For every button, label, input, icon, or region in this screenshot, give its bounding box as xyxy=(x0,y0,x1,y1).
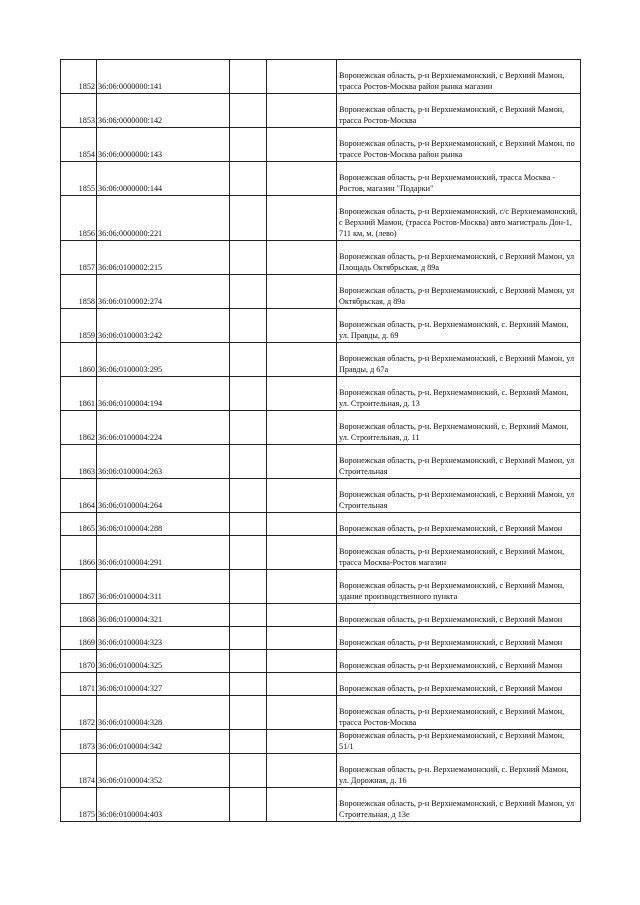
empty-cell xyxy=(267,445,337,479)
table-row xyxy=(61,730,581,754)
empty-cell xyxy=(230,696,267,730)
row-number-cell: 1865 xyxy=(61,513,97,536)
empty-cell xyxy=(267,60,337,94)
empty-cell xyxy=(230,730,267,754)
empty-cell xyxy=(230,343,267,377)
row-number-cell: 1861 xyxy=(61,377,97,411)
row-number-cell: 1854 xyxy=(61,128,97,162)
address-cell: Воронежская область, р-н. Верхнемамонский, с. Верхний Мамон, ул. Строительная, д. 11 xyxy=(337,411,581,445)
land-parcels-table xyxy=(60,59,581,822)
empty-cell xyxy=(230,479,267,513)
table-row xyxy=(61,343,581,377)
address-cell: Воронежская область, р-н Верхнемамонский, с Верхний Мамон, трасса Ростов-Москва xyxy=(337,696,581,730)
empty-cell xyxy=(267,343,337,377)
empty-cell xyxy=(267,730,337,754)
address-cell: Воронежская область, р-н Верхнемамонский, с Верхний Мамон, трасса Москва-Ростов магазин xyxy=(337,536,581,570)
empty-cell xyxy=(267,673,337,696)
cadastral-number-cell: 36:06:0100004:321 xyxy=(97,604,230,627)
empty-cell xyxy=(267,754,337,788)
row-number-cell: 1875 xyxy=(61,788,97,822)
cadastral-number-cell: 36:06:0100002:274 xyxy=(97,275,230,309)
cadastral-number-cell: 36:06:0000000:221 xyxy=(97,196,230,241)
cadastral-number-cell: 36:06:0100004:327 xyxy=(97,673,230,696)
table-body xyxy=(61,60,581,822)
cadastral-number-cell: 36:06:0000000:142 xyxy=(97,94,230,128)
address-cell: Воронежская область, р-н Верхнемамонский, с/с Верхнемамонский, с Верхний Мамон, (трасса Ростов-Москва) авто магистраль Дон-1, 711 км, м. (лево) xyxy=(337,196,581,241)
address-cell: Воронежская область, р-н Верхнемамонский, с Верхний Мамон, ул Строительная xyxy=(337,445,581,479)
address-cell: Воронежская область, р-н Верхнемамонский, с Верхний Мамон, ул Правды, д 67а xyxy=(337,343,581,377)
row-number-cell: 1874 xyxy=(61,754,97,788)
empty-cell xyxy=(230,650,267,673)
cadastral-number-cell: 36:06:0100004:352 xyxy=(97,754,230,788)
address-cell: Воронежская область, р-н Верхнемамонский, с Верхний Мамон xyxy=(337,650,581,673)
address-cell: Воронежская область, р-н Верхнемамонский, с Верхний Мамон xyxy=(337,513,581,536)
table-row xyxy=(61,650,581,673)
address-cell: Воронежская область, р-н Верхнемамонский, с Верхний Мамон, 51/1 xyxy=(337,730,581,754)
empty-cell xyxy=(267,627,337,650)
empty-cell xyxy=(230,162,267,196)
table-row xyxy=(61,604,581,627)
row-number-cell: 1866 xyxy=(61,536,97,570)
row-number-cell: 1872 xyxy=(61,696,97,730)
address-cell: Воронежская область, р-н. Верхнемамонский, с. Верхний Мамон, ул. Строительная, д. 13 xyxy=(337,377,581,411)
empty-cell xyxy=(267,696,337,730)
empty-cell xyxy=(230,94,267,128)
table-row xyxy=(61,94,581,128)
table-row xyxy=(61,128,581,162)
table-row xyxy=(61,275,581,309)
cadastral-number-cell: 36:06:0100004:311 xyxy=(97,570,230,604)
cadastral-number-cell: 36:06:0100004:263 xyxy=(97,445,230,479)
table-row xyxy=(61,241,581,275)
address-cell: Воронежская область, р-н Верхнемамонский, с Верхний Мамон, здание производственного пункта xyxy=(337,570,581,604)
address-cell: Воронежская область, р-н Верхнемамонский, с Верхний Мамон, по трассе Ростов-Москва район рынка xyxy=(337,128,581,162)
empty-cell xyxy=(267,650,337,673)
empty-cell xyxy=(230,788,267,822)
address-cell: Воронежская область, р-н. Верхнемамонский, с. Верхний Мамон, ул. Дорожная, д. 16 xyxy=(337,754,581,788)
cadastral-number-cell: 36:06:0100004:323 xyxy=(97,627,230,650)
row-number-cell: 1857 xyxy=(61,241,97,275)
address-cell: Воронежская область, р-н Верхнемамонский, трасса Москва - Ростов, магазин "Подарки" xyxy=(337,162,581,196)
empty-cell xyxy=(267,196,337,241)
row-number-cell: 1855 xyxy=(61,162,97,196)
cadastral-number-cell: 36:06:0100004:224 xyxy=(97,411,230,445)
empty-cell xyxy=(230,241,267,275)
table-row xyxy=(61,445,581,479)
table-row xyxy=(61,513,581,536)
cadastral-number-cell: 36:06:0100004:291 xyxy=(97,536,230,570)
row-number-cell: 1859 xyxy=(61,309,97,343)
empty-cell xyxy=(230,377,267,411)
address-cell: Воронежская область, р-н Верхнемамонский, с Верхний Мамон xyxy=(337,604,581,627)
cadastral-number-cell: 36:06:0100004:403 xyxy=(97,788,230,822)
row-number-cell: 1870 xyxy=(61,650,97,673)
table-row xyxy=(61,788,581,822)
empty-cell xyxy=(267,241,337,275)
row-number-cell: 1853 xyxy=(61,94,97,128)
empty-cell xyxy=(267,604,337,627)
address-cell: Воронежская область, р-н Верхнемамонский, с Верхний Мамон xyxy=(337,673,581,696)
empty-cell xyxy=(230,513,267,536)
empty-cell xyxy=(267,275,337,309)
row-number-cell: 1856 xyxy=(61,196,97,241)
empty-cell xyxy=(230,128,267,162)
table-row xyxy=(61,377,581,411)
row-number-cell: 1864 xyxy=(61,479,97,513)
cadastral-number-cell: 36:06:0000000:143 xyxy=(97,128,230,162)
empty-cell xyxy=(267,162,337,196)
empty-cell xyxy=(230,411,267,445)
empty-cell xyxy=(230,604,267,627)
cadastral-number-cell: 36:06:0100003:242 xyxy=(97,309,230,343)
address-cell: Воронежская область, р-н Верхнемамонский, с Верхний Мамон, ул Октябрьская, д 89а xyxy=(337,275,581,309)
empty-cell xyxy=(230,309,267,343)
row-number-cell: 1860 xyxy=(61,343,97,377)
table-row xyxy=(61,411,581,445)
table-row xyxy=(61,479,581,513)
empty-cell xyxy=(267,128,337,162)
empty-cell xyxy=(267,570,337,604)
empty-cell xyxy=(267,536,337,570)
empty-cell xyxy=(267,479,337,513)
address-cell: Воронежская область, р-н Верхнемамонский, с Верхний Мамон, трасса Ростов-Москва xyxy=(337,94,581,128)
address-cell: Воронежская область, р-н. Верхнемамонский, с. Верхний Мамон, ул. Правды, д. 69 xyxy=(337,309,581,343)
table-row xyxy=(61,309,581,343)
row-number-cell: 1871 xyxy=(61,673,97,696)
empty-cell xyxy=(267,411,337,445)
row-number-cell: 1863 xyxy=(61,445,97,479)
address-cell: Воронежская область, р-н Верхнемамонский, с Верхний Мамон, ул Строительная, д 13е xyxy=(337,788,581,822)
table-row xyxy=(61,162,581,196)
table-row xyxy=(61,696,581,730)
row-number-cell: 1873 xyxy=(61,730,97,754)
cadastral-number-cell: 36:06:0000000:144 xyxy=(97,162,230,196)
address-cell: Воронежская область, р-н Верхнемамонский, с Верхний Мамон, ул Площадь Октябрьская, д 89а xyxy=(337,241,581,275)
empty-cell xyxy=(230,196,267,241)
empty-cell xyxy=(230,570,267,604)
empty-cell xyxy=(230,673,267,696)
empty-cell xyxy=(230,536,267,570)
empty-cell xyxy=(230,275,267,309)
table-row xyxy=(61,60,581,94)
cadastral-number-cell: 36:06:0100002:215 xyxy=(97,241,230,275)
empty-cell xyxy=(230,60,267,94)
table-row xyxy=(61,673,581,696)
row-number-cell: 1867 xyxy=(61,570,97,604)
empty-cell xyxy=(267,94,337,128)
row-number-cell: 1862 xyxy=(61,411,97,445)
empty-cell xyxy=(230,627,267,650)
table-row xyxy=(61,196,581,241)
row-number-cell: 1858 xyxy=(61,275,97,309)
cadastral-number-cell: 36:06:0100004:325 xyxy=(97,650,230,673)
table-row xyxy=(61,536,581,570)
empty-cell xyxy=(267,788,337,822)
empty-cell xyxy=(267,513,337,536)
address-cell: Воронежская область, р-н Верхнемамонский, с Верхний Мамон, трасса Ростов-Москва район рынка магазин xyxy=(337,60,581,94)
address-cell: Воронежская область, р-н Верхнемамонский, с Верхний Мамон xyxy=(337,627,581,650)
table-row xyxy=(61,754,581,788)
cadastral-number-cell: 36:06:0100004:288 xyxy=(97,513,230,536)
cadastral-number-cell: 36:06:0000000:141 xyxy=(97,60,230,94)
cadastral-number-cell: 36:06:0100004:342 xyxy=(97,730,230,754)
table-row xyxy=(61,570,581,604)
cadastral-number-cell: 36:06:0100003:295 xyxy=(97,343,230,377)
cadastral-number-cell: 36:06:0100004:264 xyxy=(97,479,230,513)
cadastral-number-cell: 36:06:0100004:194 xyxy=(97,377,230,411)
empty-cell xyxy=(230,445,267,479)
table-row xyxy=(61,627,581,650)
row-number-cell: 1852 xyxy=(61,60,97,94)
empty-cell xyxy=(267,377,337,411)
cadastral-number-cell: 36:06:0100004:328 xyxy=(97,696,230,730)
row-number-cell: 1868 xyxy=(61,604,97,627)
empty-cell xyxy=(230,754,267,788)
row-number-cell: 1869 xyxy=(61,627,97,650)
address-cell: Воронежская область, р-н Верхнемамонский, с Верхний Мамон, ул Строительная xyxy=(337,479,581,513)
empty-cell xyxy=(267,309,337,343)
